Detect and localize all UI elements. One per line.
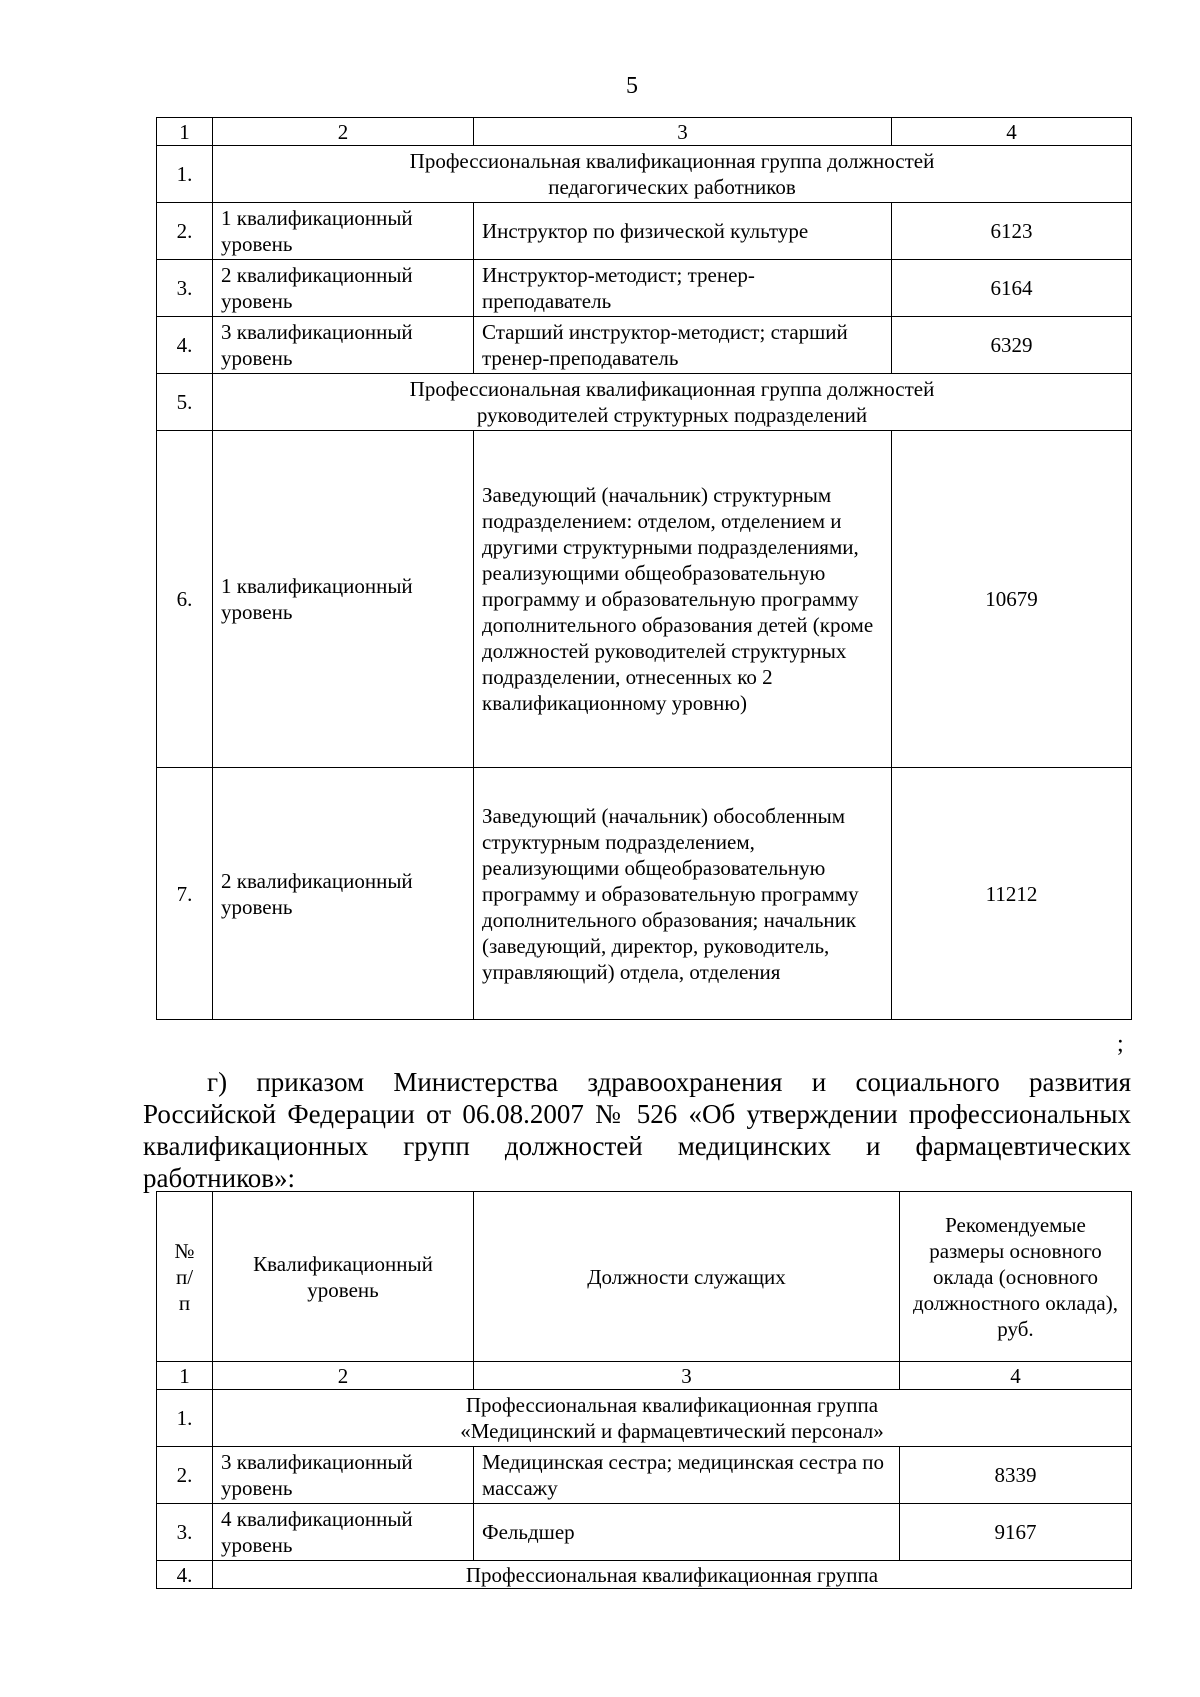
salary-value: 9167 — [900, 1504, 1132, 1561]
qualification-level: 4 квалификационный уровень — [213, 1504, 474, 1561]
qualification-level: 1 квалификационный уровень — [213, 203, 474, 260]
order-paragraph: г) приказом Министерства здравоохранения и социального развития Российской Федерации от 06.08.2007 № 526 «Об утверждении профессиональных квалификационных групп должностей медицинских и фармацевтических работников»: — [143, 1067, 1131, 1193]
salary-value: 6164 — [892, 260, 1132, 317]
position-name: Заведующий (начальник) структурным подразделением: отделом, отделением и другими структурными подразделениями, реализующими общеобразовательную программу и образовательную программу дополнительного образования детей (кроме должностей руководителей структурных подразделении, отнесенных ко 2 квалификационному уровню) — [474, 431, 892, 768]
column-number-cell: 1 — [157, 118, 213, 146]
column-number-cell: 4 — [892, 118, 1132, 146]
row-number: 2. — [157, 203, 213, 260]
table-row — [157, 1504, 1132, 1561]
salary-value: 6329 — [892, 317, 1132, 374]
salary-value: 11212 — [892, 768, 1132, 1020]
group-row — [157, 1561, 1132, 1589]
row-number: 4. — [157, 1561, 213, 1589]
row-number: 1. — [157, 146, 213, 203]
position-name: Старший инструктор-методист; старший тренер-преподаватель — [474, 317, 892, 374]
table-row — [157, 317, 1132, 374]
table-row — [157, 768, 1132, 1020]
qualification-level: 2 квалификационный уровень — [213, 260, 474, 317]
qualification-level: 1 квалификационный уровень — [213, 431, 474, 768]
position-name: Фельдшер — [474, 1504, 900, 1561]
row-number: 2. — [157, 1447, 213, 1504]
column-header-number: № п/п — [157, 1192, 213, 1362]
semicolon: ; — [1117, 1031, 1124, 1057]
group-title: Профессиональная квалификационная группа должностей педагогических работников — [213, 146, 1132, 203]
row-number: 5. — [157, 374, 213, 431]
qualification-level: 2 квалификационный уровень — [213, 768, 474, 1020]
group-row — [157, 374, 1132, 431]
salary-value: 10679 — [892, 431, 1132, 768]
column-number-cell: 3 — [474, 1362, 900, 1390]
column-header-level: Квалификационный уровень — [213, 1192, 474, 1362]
salary-value: 6123 — [892, 203, 1132, 260]
position-name: Заведующий (начальник) обособленным структурным подразделением, реализующими общеобразовательную программу и образовательную программу дополнительного образования; начальник (заведующий, директор, руководитель, управляющий) отдела, отделения — [474, 768, 892, 1020]
row-number: 7. — [157, 768, 213, 1020]
row-number: 3. — [157, 1504, 213, 1561]
position-name: Инструктор-методист; тренер-преподаватель — [474, 260, 892, 317]
salary-table-medical — [156, 1191, 1132, 1589]
qualification-level: 3 квалификационный уровень — [213, 1447, 474, 1504]
column-header-salary: Рекомендуемые размеры основного оклада (основного должностного оклада), руб. — [900, 1192, 1132, 1362]
salary-table-pedagogical — [156, 117, 1132, 1020]
salary-value: 8339 — [900, 1447, 1132, 1504]
column-header-position: Должности служащих — [474, 1192, 900, 1362]
group-title: Профессиональная квалификационная группа — [213, 1561, 1132, 1589]
row-number: 6. — [157, 431, 213, 768]
column-number-cell: 3 — [474, 118, 892, 146]
column-number-cell: 1 — [157, 1362, 213, 1390]
column-number-cell: 2 — [213, 1362, 474, 1390]
position-name: Медицинская сестра; медицинская сестра по массажу — [474, 1447, 900, 1504]
column-number-cell: 4 — [900, 1362, 1132, 1390]
group-title: Профессиональная квалификационная группа должностей руководителей структурных подразделений — [213, 374, 1132, 431]
group-row — [157, 146, 1132, 203]
table-row — [157, 1447, 1132, 1504]
group-title: Профессиональная квалификационная группа «Медицинский и фармацевтический персонал» — [213, 1390, 1132, 1447]
position-name: Инструктор по физической культуре — [474, 203, 892, 260]
table-row — [157, 203, 1132, 260]
table-header-row — [157, 118, 1132, 146]
page-number: 5 — [626, 73, 638, 99]
column-number-cell: 2 — [213, 118, 474, 146]
column-header-row — [157, 1192, 1132, 1362]
qualification-level: 3 квалификационный уровень — [213, 317, 474, 374]
row-number: 3. — [157, 260, 213, 317]
table-row — [157, 431, 1132, 768]
row-number: 1. — [157, 1390, 213, 1447]
table-row — [157, 260, 1132, 317]
table-header-row — [157, 1362, 1132, 1390]
group-row — [157, 1390, 1132, 1447]
row-number: 4. — [157, 317, 213, 374]
